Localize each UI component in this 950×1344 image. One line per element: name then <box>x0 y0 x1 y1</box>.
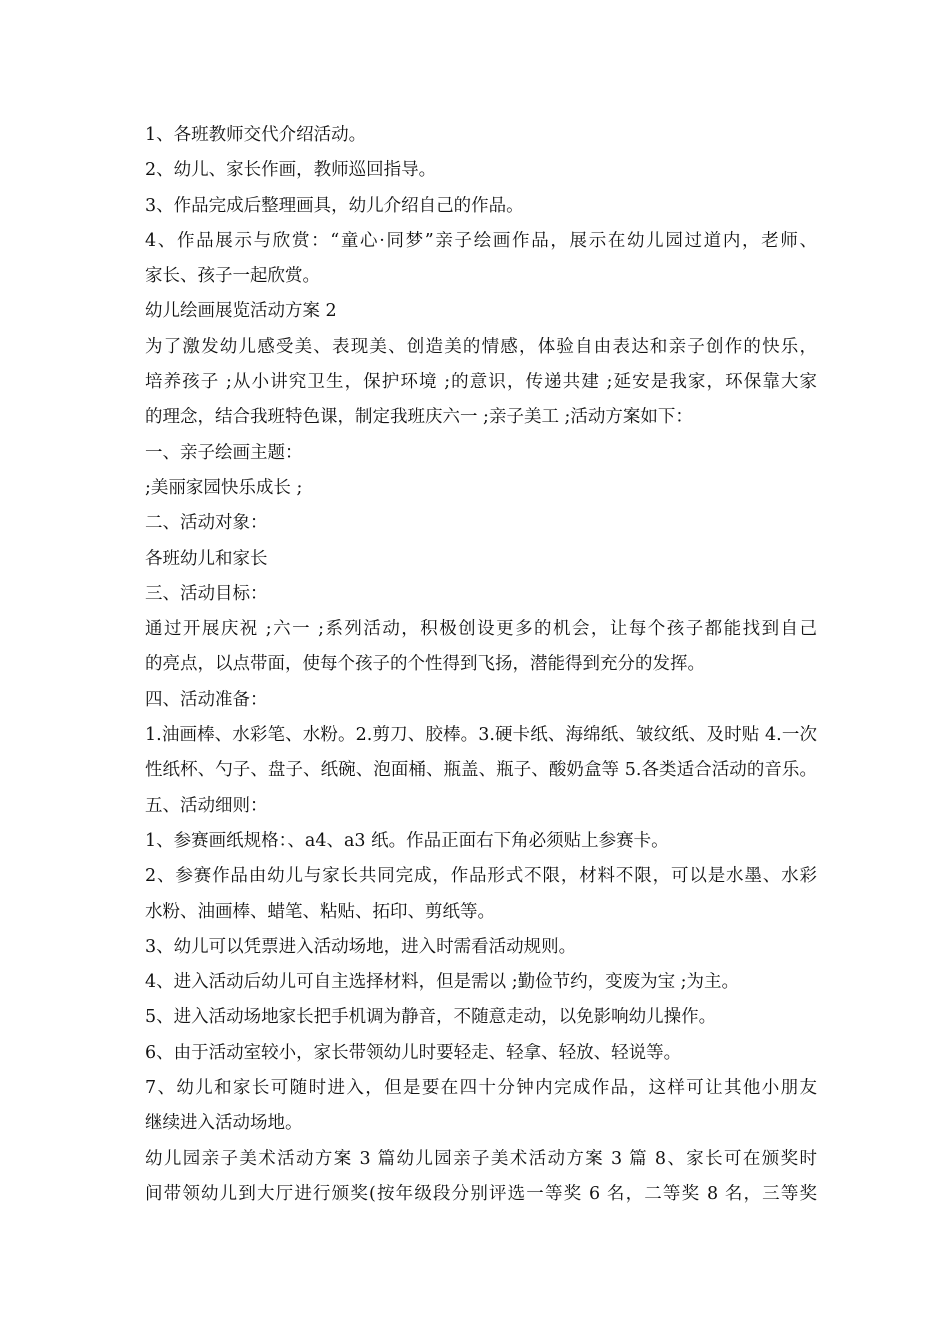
text-line: 的理念，结合我班特色课，制定我班庆六一 ;亲子美工 ;活动方案如下： <box>145 407 693 428</box>
text-line: ;美丽家园快乐成长 ; <box>145 477 303 498</box>
text-line: 通过开展庆祝 ;六一 ;系列活动，积极创设更多的机会，让每个孩子都能找到自己 <box>145 619 817 640</box>
text-line: 4、作品展示与欣赏：“童心·同梦”亲子绘画作品，展示在幼儿园过道内，老师、 <box>145 230 817 251</box>
text-line: 1、各班教师交代介绍活动。 <box>145 125 367 145</box>
text-line: 4、进入活动后幼儿可自主选择材料，但是需以 ;勤俭节约，变废为宝 ;为主。 <box>145 972 740 993</box>
text-line: 5、进入活动场地家长把手机调为静音，不随意走动，以免影响幼儿操作。 <box>145 1007 717 1028</box>
text-line: 1、参赛画纸规格：、a4、a3 纸。作品正面右下角必须贴上参赛卡。 <box>145 830 669 851</box>
text-line: 继续进入活动场地。 <box>145 1113 303 1134</box>
text-line: 7、幼儿和家长可随时进入，但是要在四十分钟内完成作品，这样可让其他小朋友 <box>145 1078 817 1099</box>
text-line: 1.油画棒、水彩笔、水粉。2.剪刀、胶棒。3.硬卡纸、海绵纸、皱纹纸、及时贴 4.一次 <box>145 725 817 746</box>
subheading: 四、活动准备： <box>145 689 268 710</box>
text-line: 为了激发幼儿感受美、表现美、创造美的情感，体验自由表达和亲子创作的快乐， <box>145 336 817 357</box>
subheading: 三、活动目标： <box>145 583 268 604</box>
text-line: 培养孩子 ;从小讲究卫生，保护环境 ;的意识，传递共建 ;延安是我家，环保靠大家 <box>145 372 817 393</box>
section-heading: 幼儿绘画展览活动方案 2 <box>145 301 337 322</box>
subheading: 二、活动对象： <box>145 513 268 534</box>
document-body <box>145 118 817 1212</box>
text-line: 各班幼儿和家长 <box>145 548 268 569</box>
text-line: 2、参赛作品由幼儿与家长共同完成，作品形式不限，材料不限，可以是水墨、水彩 <box>145 866 817 887</box>
text-line: 水粉、油画棒、蜡笔、粘贴、拓印、剪纸等。 <box>145 901 495 922</box>
text-line: 家长、孩子一起欣赏。 <box>145 266 320 287</box>
text-line: 的亮点，以点带面，使每个孩子的个性得到飞扬，潜能得到充分的发挥。 <box>145 654 705 675</box>
text-line: 6、由于活动室较小，家长带领幼儿时要轻走、轻拿、轻放、轻说等。 <box>145 1042 682 1063</box>
text-line: 间带领幼儿到大厅进行颁奖(按年级段分别评选一等奖 6 名，二等奖 8 名，三等奖 <box>145 1183 817 1204</box>
text-line: 3、幼儿可以凭票进入活动场地，进入时需看活动规则。 <box>145 936 577 957</box>
text-line: 2、幼儿、家长作画，教师巡回指导。 <box>145 160 437 181</box>
text-line: 性纸杯、勺子、盘子、纸碗、泡面桶、瓶盖、瓶子、酸奶盒等 5.各类适合活动的音乐。 <box>145 760 817 781</box>
subheading: 一、亲子绘画主题： <box>145 442 303 463</box>
subheading: 五、活动细则： <box>145 795 268 816</box>
text-line: 幼儿园亲子美术活动方案 3 篇幼儿园亲子美术活动方案 3 篇 8、家长可在颁奖时 <box>145 1148 817 1169</box>
text-line: 3、作品完成后整理画具，幼儿介绍自己的作品。 <box>145 195 524 216</box>
